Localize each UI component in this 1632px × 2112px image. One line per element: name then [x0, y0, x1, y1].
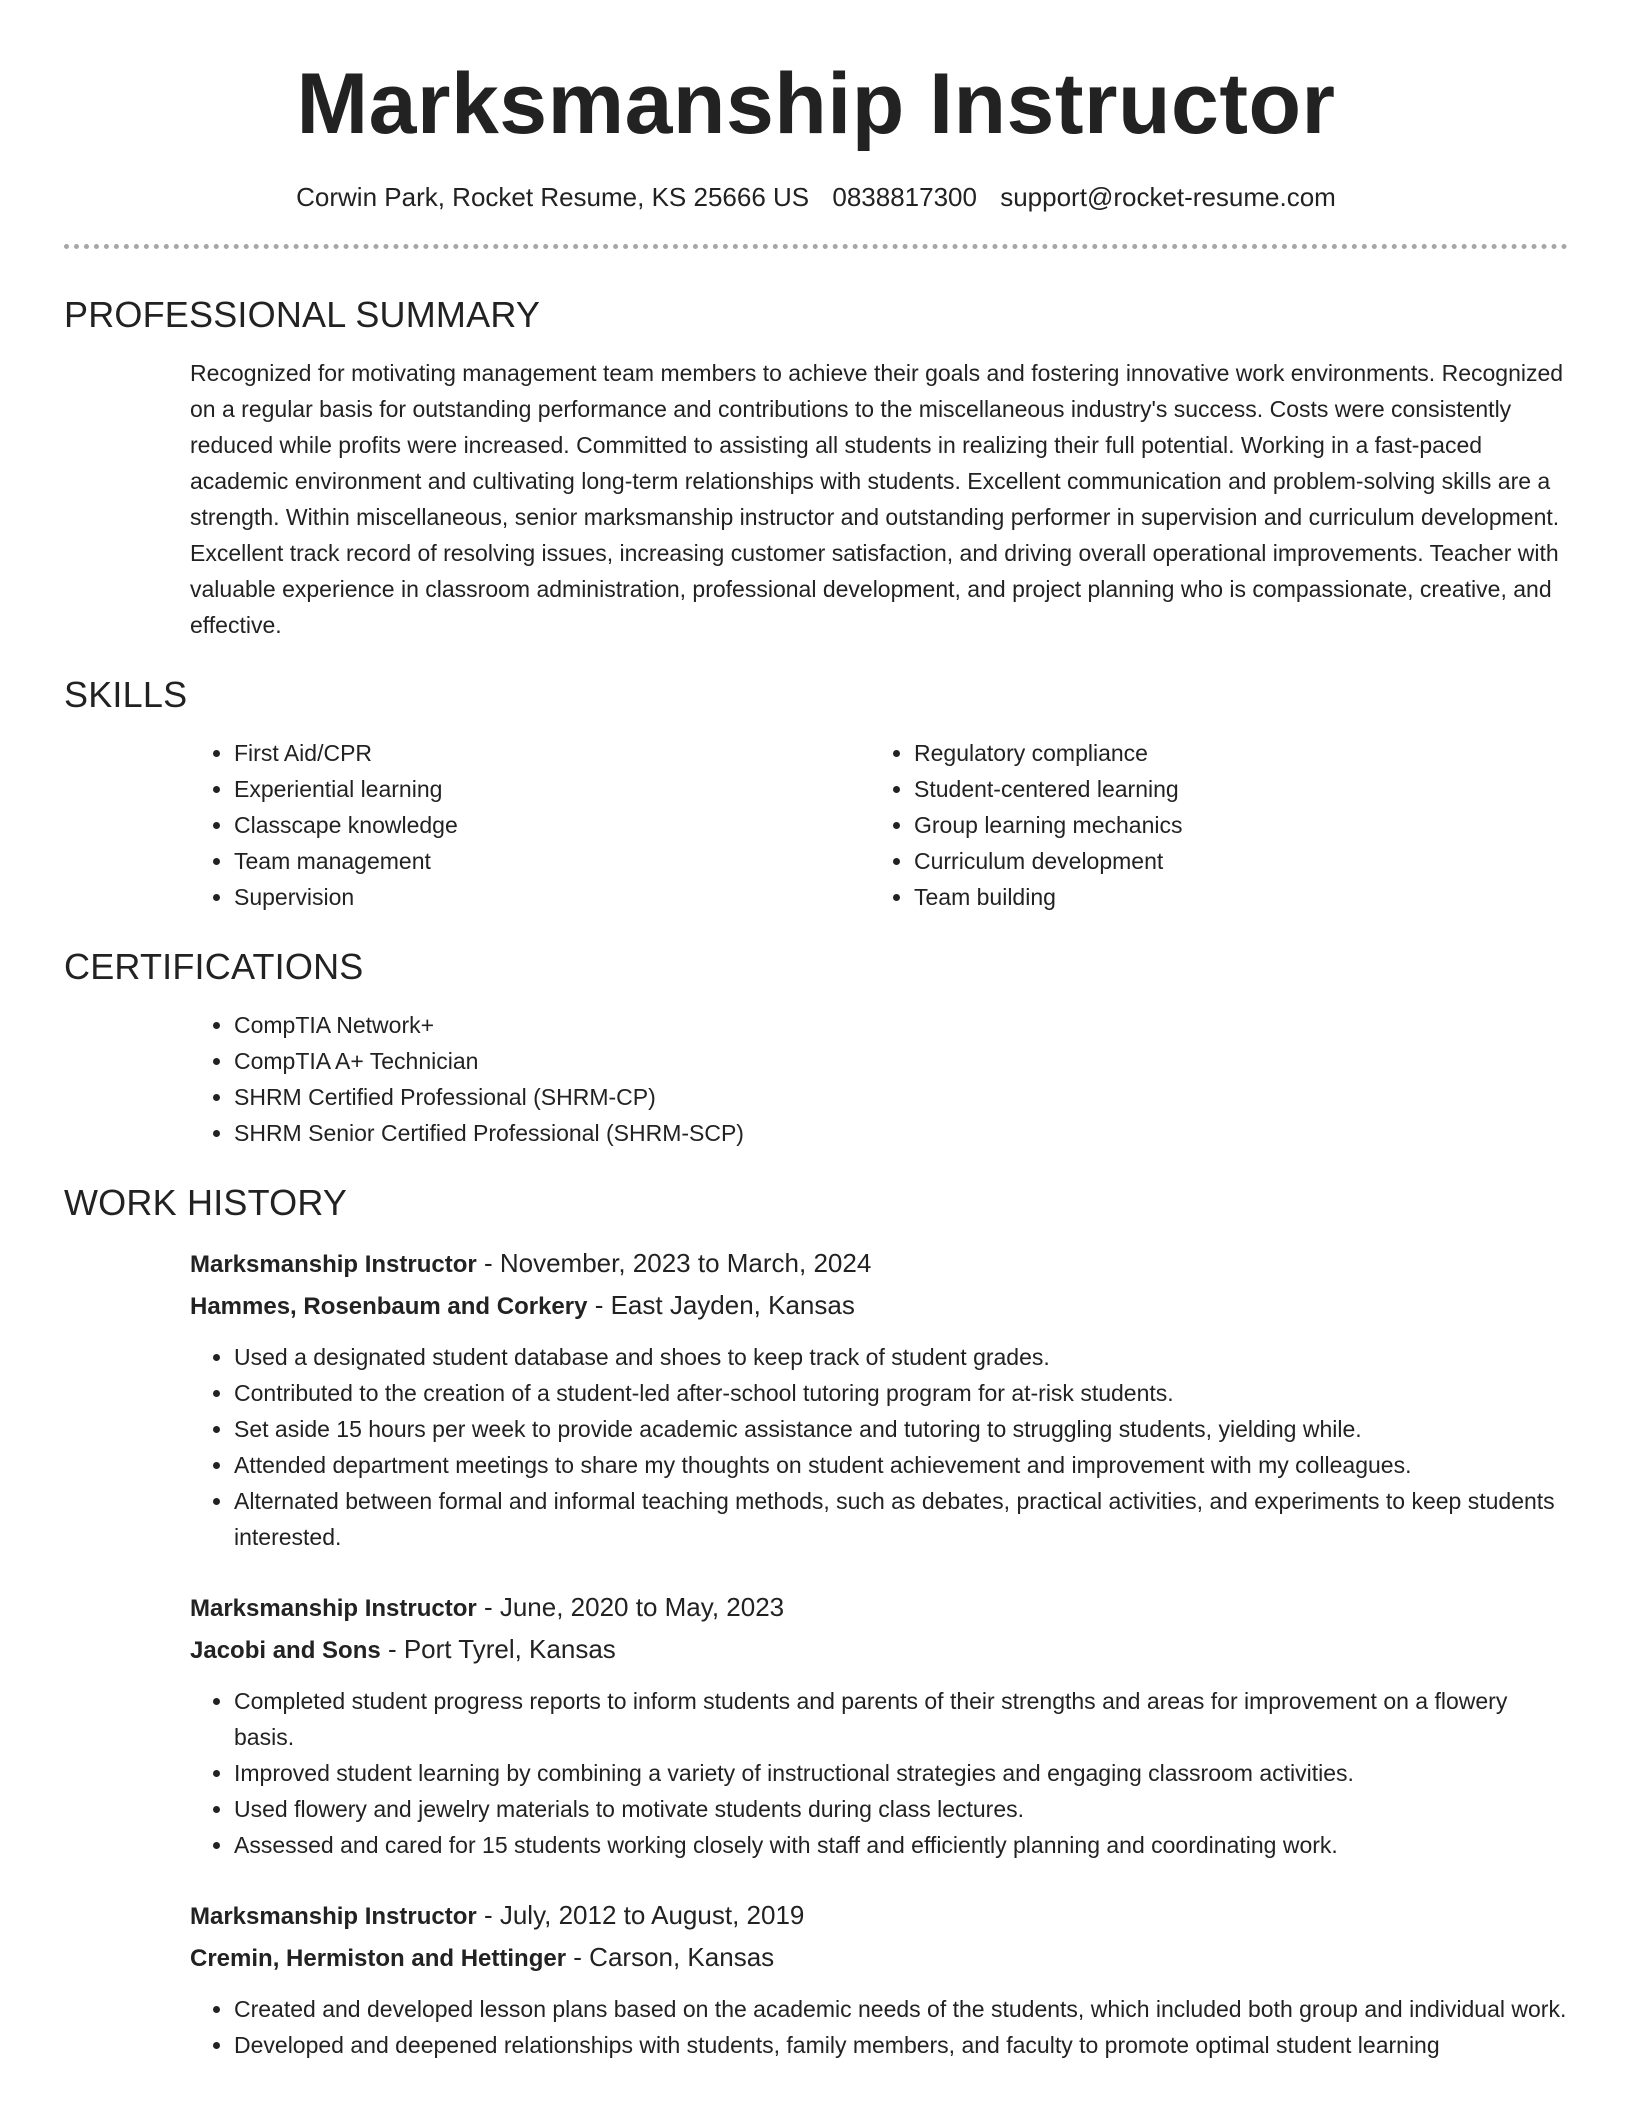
job-bullet: • Created and developed lesson plans based on the academic needs of the students, which included both group and individual work.	[234, 1991, 1568, 2027]
job-bullet: • Improved student learning by combining a variety of instructional strategies and engaging classroom activities.	[234, 1755, 1568, 1791]
certifications-heading: CERTIFICATIONS	[64, 946, 364, 987]
contact-line	[64, 180, 1568, 214]
work-history-heading: WORK HISTORY	[64, 1182, 348, 1223]
contact-address: Corwin Park, Rocket Resume, KS 25666 US	[296, 182, 810, 212]
job-bullet: • Completed student progress reports to inform students and parents of their strengths and areas for improvement on a flowery basis.	[234, 1683, 1568, 1755]
job-title-line	[190, 1587, 1568, 1629]
job-bullet: • Assessed and cared for 15 students working closely with staff and efficiently planning and coordinating work.	[234, 1827, 1568, 1863]
job-dates: - November, 2023 to March, 2024	[476, 1248, 872, 1278]
skill-item: • Team management	[234, 843, 870, 879]
job-title: Marksmanship Instructor	[190, 1251, 477, 1278]
job-entry	[190, 1587, 1568, 1863]
resume-header	[64, 0, 1568, 214]
job-bullet: • Contributed to the creation of a student-led after-school tutoring program for at-risk students.	[234, 1375, 1568, 1411]
job-company: Cremin, Hermiston and Hettinger	[190, 1945, 567, 1972]
job-title-line	[190, 1243, 1568, 1285]
candidate-name: Marksmanship Instructor	[296, 56, 1336, 152]
work-history-section	[64, 1181, 1568, 2063]
job-company: Hammes, Rosenbaum and Corkery	[190, 1293, 588, 1320]
certification-item: • CompTIA A+ Technician	[234, 1043, 1568, 1079]
certification-item: • SHRM Certified Professional (SHRM-CP)	[234, 1079, 1568, 1115]
job-location: - Port Tyrel, Kansas	[380, 1634, 616, 1664]
skill-item: • Supervision	[234, 879, 870, 915]
job-company-line	[190, 1285, 1568, 1327]
skill-item: • Experiential learning	[234, 771, 870, 807]
skill-item: • Team building	[914, 879, 1550, 915]
skills-column-left	[190, 735, 870, 915]
job-entry	[190, 1243, 1568, 1555]
contact-phone: 0838817300	[832, 182, 977, 212]
job-bullet: • Set aside 15 hours per week to provide academic assistance and tutoring to struggling students, yielding while.	[234, 1411, 1568, 1447]
skill-item: • Curriculum development	[914, 843, 1550, 879]
skill-item: • First Aid/CPR	[234, 735, 870, 771]
certification-item: • SHRM Senior Certified Professional (SHRM-SCP)	[234, 1115, 1568, 1151]
job-title: Marksmanship Instructor	[190, 1903, 477, 1930]
job-location: - East Jayden, Kansas	[587, 1290, 855, 1320]
job-bullet: • Developed and deepened relationships with students, family members, and faculty to promote optimal student learning	[234, 2027, 1568, 2063]
summary-heading: PROFESSIONAL SUMMARY	[64, 294, 541, 335]
job-bullet: • Used a designated student database and shoes to keep track of student grades.	[234, 1339, 1568, 1375]
job-location: - Carson, Kansas	[566, 1942, 775, 1972]
skill-item: • Group learning mechanics	[914, 807, 1550, 843]
skills-section	[64, 673, 1568, 915]
skill-item: • Regulatory compliance	[914, 735, 1550, 771]
certifications-section	[64, 945, 1568, 1151]
job-bullet: • Alternated between formal and informal teaching methods, such as debates, practical activities, and experiments to keep students interested.	[234, 1483, 1568, 1555]
header-divider	[64, 244, 1568, 249]
certification-item: • CompTIA Network+	[234, 1007, 1568, 1043]
skill-item: • Student-centered learning	[914, 771, 1550, 807]
summary-section	[64, 293, 1568, 643]
job-company-line	[190, 1937, 1568, 1979]
contact-email[interactable]: support@rocket-resume.com	[1000, 182, 1336, 212]
job-bullet: • Attended department meetings to share my thoughts on student achievement and improvement with my colleagues.	[234, 1447, 1568, 1483]
skill-item: • Classcape knowledge	[234, 807, 870, 843]
job-bullet: • Used flowery and jewelry materials to motivate students during class lectures.	[234, 1791, 1568, 1827]
job-entry	[190, 1895, 1568, 2063]
job-dates: - July, 2012 to August, 2019	[476, 1900, 805, 1930]
job-title: Marksmanship Instructor	[190, 1595, 477, 1622]
job-company-line	[190, 1629, 1568, 1671]
job-title-line	[190, 1895, 1568, 1937]
job-company: Jacobi and Sons	[190, 1637, 381, 1664]
job-dates: - June, 2020 to May, 2023	[476, 1592, 785, 1622]
skills-column-right	[870, 735, 1550, 915]
summary-text: Recognized for motivating management team members to achieve their goals and fostering innovative work environments. Recognized on a regular basis for outstanding performance and contributions to the miscellaneous industry's success. Costs were consistently reduced while profits were increased. Committed to assisting all students in realizing their full potential. Working in a fast-paced academic environment and cultivating long-term relationships with students. Excellent communication and problem-solving skills are a strength. Within miscellaneous, senior marksmanship instructor and outstanding performer in supervision and curriculum development. Excellent track record of resolving issues, increasing customer satisfaction, and driving overall operational improvements. Teacher with valuable experience in classroom administration, professional development, and project planning who is compassionate, creative, and effective.	[190, 360, 1564, 638]
skills-heading: SKILLS	[64, 674, 188, 715]
